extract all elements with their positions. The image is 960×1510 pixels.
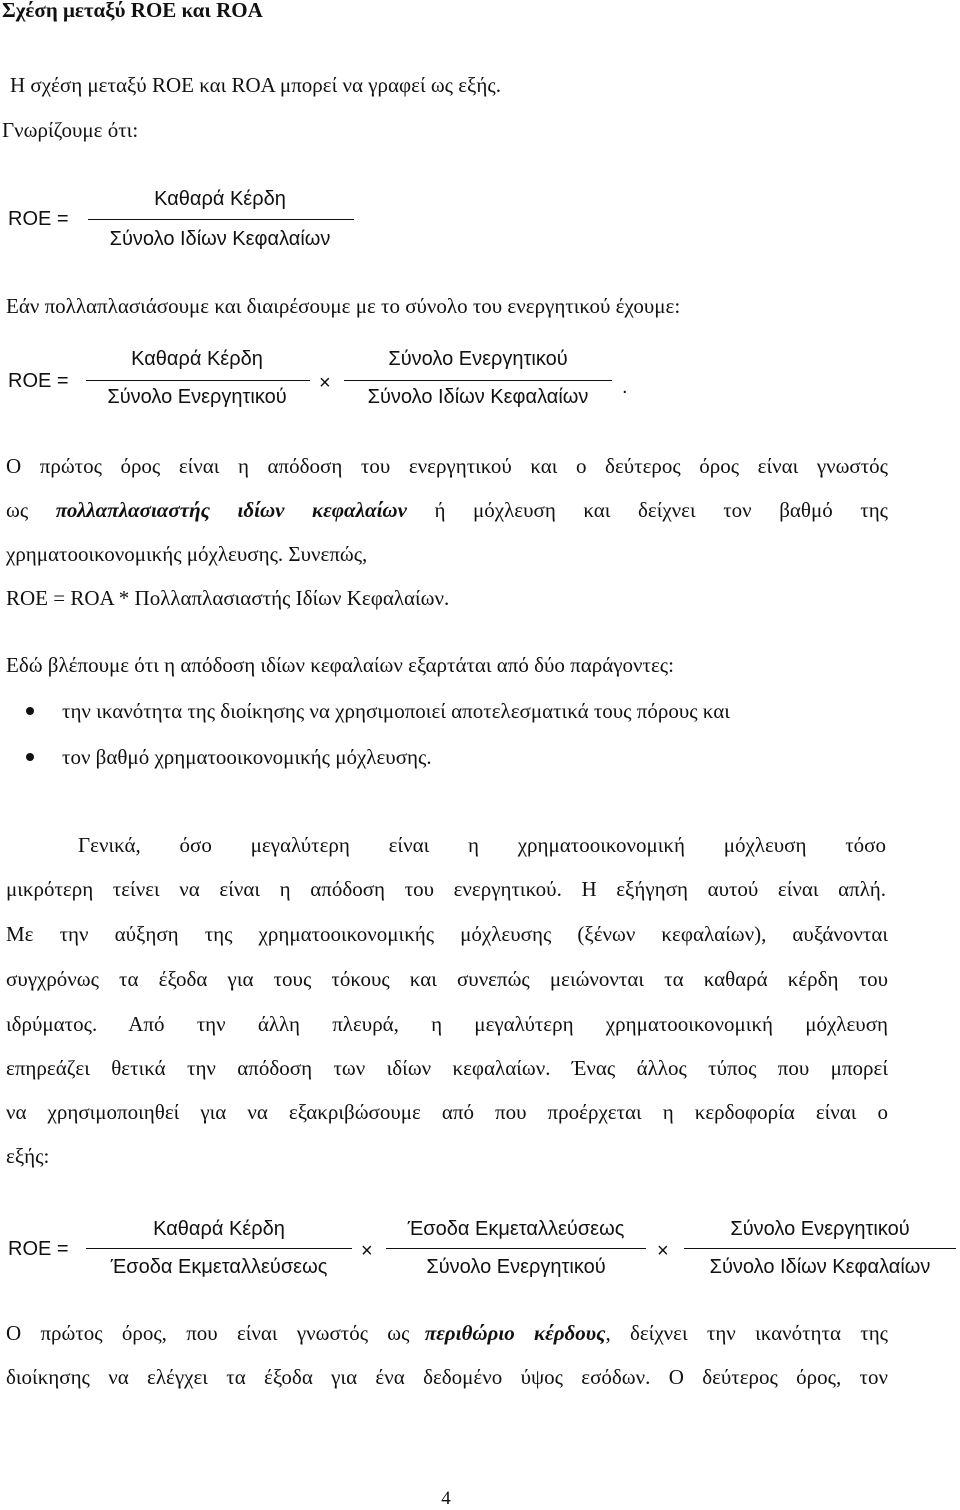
eq2-f1-numerator: Καθαρά Κέρδη: [131, 348, 263, 370]
para3-line1-pre: Ο πρώτος όρος, που είναι γνωστός ως: [6, 1321, 410, 1345]
intro-line-1: Η σχέση μεταξύ ROE και ROA μπορεί να γραφεί ως εξής.: [10, 73, 501, 97]
factors-intro: Εδώ βλέπουμε ότι η απόδοση ιδίων κεφαλαίων εξαρτάται από δύο παράγοντες:: [6, 653, 674, 677]
eq3-times-sign-2: ×: [657, 1240, 669, 1262]
para2-line-5: ιδρύματος. Από την άλλη πλευρά, η μεγαλύτερη χρηματοοικονομική μόχλευση: [6, 1012, 888, 1036]
eq2-period: .: [622, 376, 628, 398]
eq3-f3-numerator: Σύνολο Ενεργητικού: [730, 1218, 910, 1240]
para2-line-8: εξής:: [6, 1144, 50, 1168]
eq3-lhs: ROE =: [8, 1238, 69, 1260]
para2-line-2: μικρότερη τείνει να είναι η απόδοση του ενεργητικού. Η εξήγηση αυτού είναι απλή.: [6, 877, 886, 901]
eq3-f1-denominator: Έσοδα Εκμεταλλεύσεως: [110, 1256, 328, 1278]
eq1-lhs: ROE =: [8, 208, 69, 230]
eq3-f1-numerator: Καθαρά Κέρδη: [153, 1218, 285, 1240]
eq3-f2-bar: [386, 1248, 646, 1249]
eq1-fraction-bar: [88, 219, 354, 220]
para1-line-3: χρηματοοικονομικής μόχλευσης. Συνεπώς,: [6, 542, 368, 566]
eq2-f2-bar: [344, 380, 612, 381]
eq3-f3-denominator: Σύνολο Ιδίων Κεφαλαίων: [709, 1256, 931, 1278]
para2-line-4: συγχρόνως τα έξοδα για τους τόκους και συνεπώς μειώνονται τα καθαρά κέρδη του: [6, 967, 888, 991]
term-equity-multiplier: πολλαπλασιαστής ιδίων κεφαλαίων: [55, 498, 407, 522]
eq2-f1-bar: [86, 380, 310, 381]
eq3-f1-bar: [86, 1248, 352, 1249]
para1-line-2: [6, 497, 888, 523]
eq2-times-sign: ×: [319, 372, 331, 394]
eq2-f2-denominator: Σύνολο Ιδίων Κεφαλαίων: [367, 386, 589, 408]
para3-line1-post: , δείχνει την ικανότητα της: [605, 1321, 888, 1345]
para3-line-1: [6, 1320, 888, 1346]
eq1-numerator: Καθαρά Κέρδη: [154, 188, 286, 210]
para2-line-3: Με την αύξηση της χρηματοοικονομικής μόχλευσης (ξένων κεφαλαίων), αυξάνονται: [6, 922, 888, 946]
para2-line-1: Γενικά, όσο μεγαλύτερη είναι η χρηματοοικονομική μόχλευση τόσο: [78, 833, 886, 857]
bullet-icon: [26, 707, 34, 715]
page-number: 4: [441, 1488, 451, 1509]
eq1-denominator: Σύνολο Ιδίων Κεφαλαίων: [109, 228, 331, 250]
para3-line-2: διοίκησης να ελέγχει τα έξοδα για ένα δεδομένο ύψος εσόδων. Ο δεύτερος όρος, τον: [6, 1365, 888, 1389]
eq3-f2-numerator: Έσοδα Εκμεταλλεύσεως: [407, 1218, 625, 1240]
eq3-f3-bar: [684, 1248, 956, 1249]
para1-line-1: Ο πρώτος όρος είναι η απόδοση του ενεργητικού και ο δεύτερος όρος είναι γνωστός: [6, 454, 888, 478]
para2-line-6: επηρεάζει θετικά την απόδοση των ιδίων κεφαλαίων. Ένας άλλος τύπος που μπορεί: [6, 1056, 888, 1080]
eq2-lhs: ROE =: [8, 370, 69, 392]
para1-line2-pre: ως: [6, 498, 29, 522]
eq2-f2-numerator: Σύνολο Ενεργητικού: [388, 348, 568, 370]
factor-item-1: την ικανότητα της διοίκησης να χρησιμοποιεί αποτελεσματικά τους πόρους και: [62, 699, 730, 723]
multiply-text: Εάν πολλαπλασιάσουμε και διαιρέσουμε με το σύνολο του ενεργητικού έχουμε:: [6, 294, 681, 318]
para1-formula: ROE = ROA * Πολλαπλασιαστής Ιδίων Κεφαλαίων.: [6, 586, 450, 610]
eq3-times-sign-1: ×: [361, 1240, 373, 1262]
bullet-icon: [26, 753, 34, 761]
para1-line2-post: ή μόχλευση και δείχνει τον βαθμό της: [434, 498, 889, 522]
term-profit-margin: περιθώριο κέρδους: [424, 1321, 606, 1345]
intro-line-2: Γνωρίζουμε ότι:: [2, 118, 139, 142]
para2-line-7: να χρησιμοποιηθεί για να εξακριβώσουμε από που προέρχεται η κερδοφορία είναι ο: [6, 1100, 888, 1124]
eq2-f1-denominator: Σύνολο Ενεργητικού: [107, 386, 287, 408]
section-title: Σχέση μεταξύ ROE και ROA: [2, 0, 263, 22]
factor-item-2: τον βαθμό χρηματοοικονομικής μόχλευσης.: [62, 745, 432, 769]
eq3-f2-denominator: Σύνολο Ενεργητικού: [426, 1256, 606, 1278]
